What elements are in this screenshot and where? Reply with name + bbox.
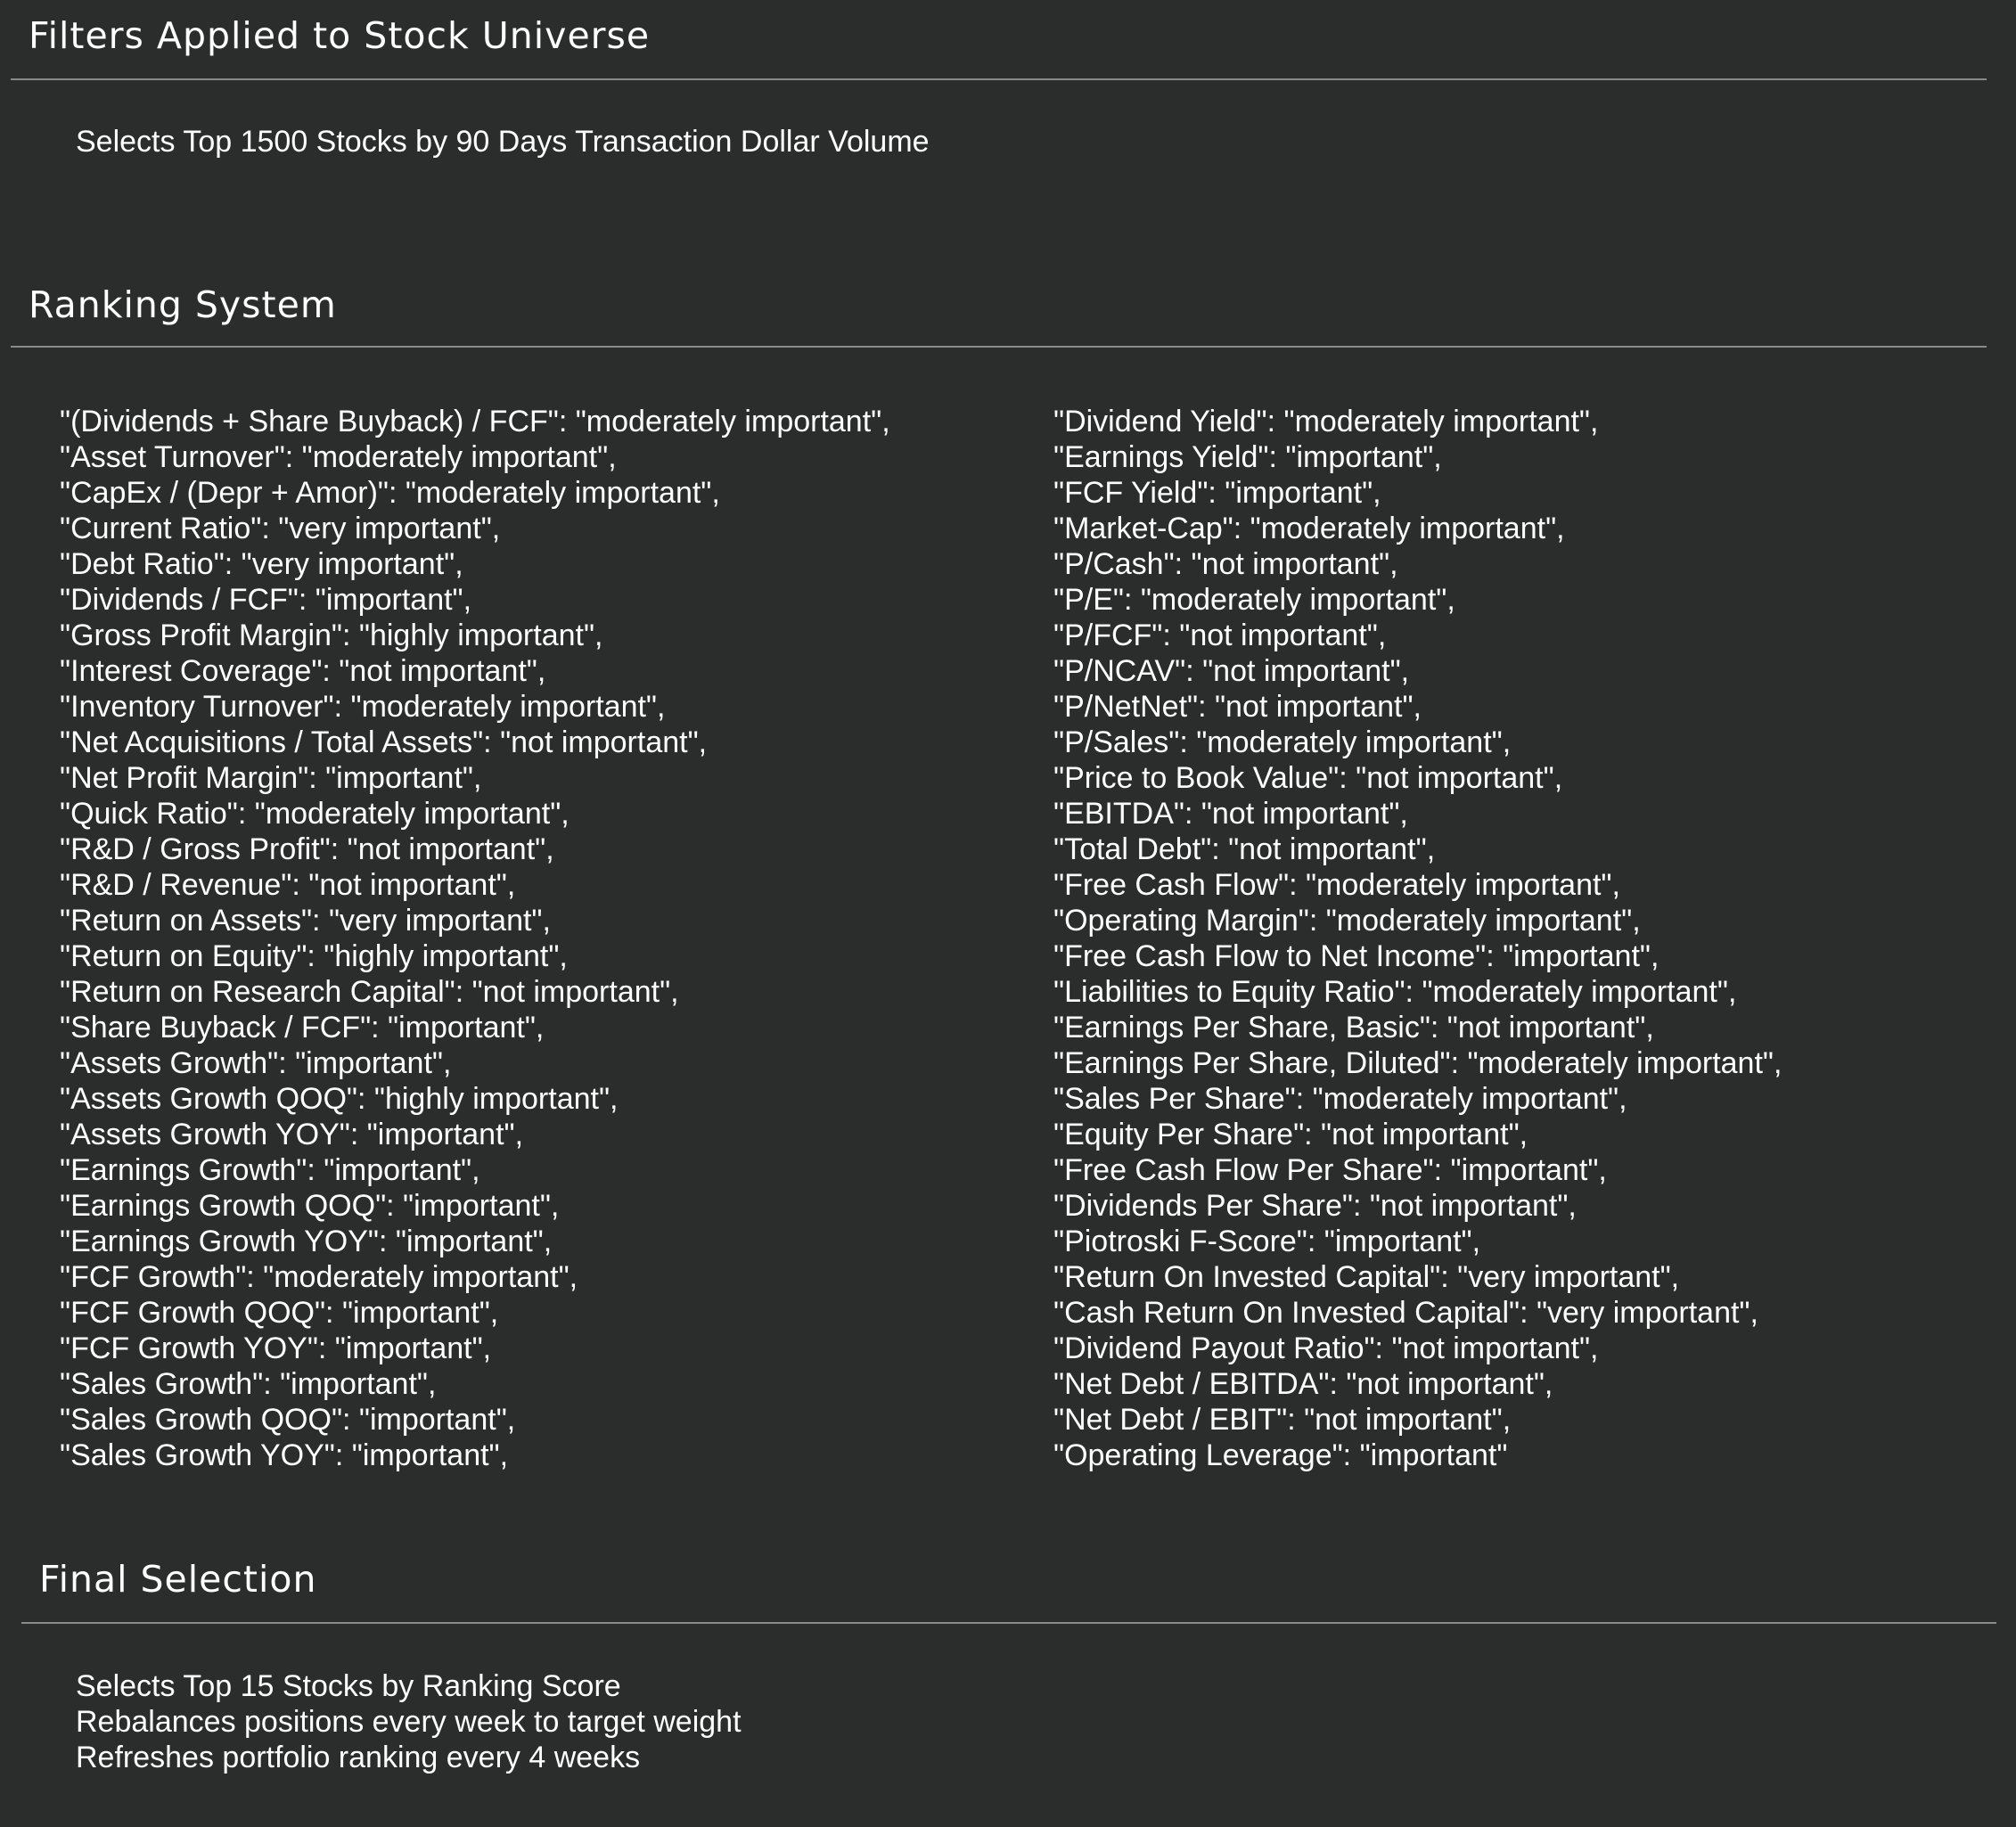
ranking-factor-line: "Total Debt": "not important", [1053,832,1436,866]
ranking-factor-line: "Interest Coverage": "not important", [60,654,546,688]
ranking-divider [11,346,1987,348]
ranking-factors-right-column [1053,404,1782,1473]
ranking-factor-line: "Sales Per Share": "moderately important", [1053,1082,1627,1116]
ranking-factor-line: "Assets Growth": "important", [60,1046,452,1080]
ranking-factor-line: "(Dividends + Share Buyback) / FCF": "moderately important", [60,405,890,438]
ranking-factor-line: "Earnings Per Share, Basic": "not important", [1053,1011,1654,1045]
final-divider [21,1622,1996,1624]
filters-line: Selects Top 1500 Stocks by 90 Days Transaction Dollar Volume [76,125,930,159]
ranking-factor-line: "Earnings Growth": "important", [60,1153,480,1187]
ranking-factor-line: "P/FCF": "not important", [1053,619,1387,652]
filters-section-title: Filters Applied to Stock Universe [29,14,651,57]
ranking-factor-line: "FCF Growth YOY": "important", [60,1331,492,1365]
ranking-factor-line: "CapEx / (Depr + Amor)": "moderately important", [60,476,720,510]
ranking-factor-line: "Liabilities to Equity Ratio": "moderately important", [1053,975,1737,1009]
ranking-factor-line: "EBITDA": "not important", [1053,797,1408,831]
ranking-factor-line: "Net Debt / EBITDA": "not important", [1053,1367,1553,1401]
ranking-factor-line: "Operating Leverage": "important" [1053,1438,1508,1472]
ranking-factor-line: "Free Cash Flow to Net Income": "important", [1053,939,1660,973]
ranking-factors-left-column [60,404,890,1473]
ranking-factor-line: "Dividends Per Share": "not important", [1053,1189,1577,1223]
final-line: Selects Top 15 Stocks by Ranking Score [76,1669,621,1703]
ranking-factor-line: "R&D / Revenue": "not important", [60,868,516,902]
ranking-factor-line: "FCF Growth": "moderately important", [60,1260,578,1294]
ranking-factor-line: "Sales Growth": "important", [60,1367,437,1401]
ranking-factor-line: "Market-Cap": "moderately important", [1053,512,1565,545]
ranking-factor-line: "Return on Assets": "very important", [60,904,551,938]
ranking-factor-line: "FCF Yield": "important", [1053,476,1381,510]
ranking-factor-line: "Earnings Per Share, Diluted": "moderately important", [1053,1046,1782,1080]
final-line: Refreshes portfolio ranking every 4 weeks [76,1741,641,1774]
ranking-factor-line: "Assets Growth QOQ": "highly important", [60,1082,619,1116]
ranking-factor-line: "Operating Margin": "moderately important", [1053,904,1641,938]
ranking-factor-line: "Quick Ratio": "moderately important", [60,797,570,831]
ranking-factor-line: "Current Ratio": "very important", [60,512,501,545]
ranking-factor-line: "Dividend Payout Ratio": "not important", [1053,1331,1599,1365]
ranking-factor-line: "P/NCAV": "not important", [1053,654,1410,688]
ranking-factor-line: "Dividends / FCF": "important", [60,583,472,617]
ranking-factor-line: "Sales Growth YOY": "important", [60,1438,509,1472]
ranking-factor-line: "Return On Invested Capital": "very important", [1053,1260,1680,1294]
final-selection-lines [76,1668,742,1775]
ranking-factor-line: "Net Debt / EBIT": "not important", [1053,1403,1512,1437]
ranking-factor-line: "Return on Equity": "highly important", [60,939,568,973]
ranking-factor-line: "R&D / Gross Profit": "not important", [60,832,554,866]
ranking-factor-line: "Piotroski F-Score": "important", [1053,1225,1481,1258]
ranking-factor-line: "FCF Growth QOQ": "important", [60,1296,499,1330]
ranking-factor-line: "Price to Book Value": "not important", [1053,761,1563,795]
final-line: Rebalances positions every week to target weight [76,1705,742,1739]
ranking-factor-line: "Dividend Yield": "moderately important", [1053,405,1599,438]
ranking-factor-line: "Earnings Yield": "important", [1053,440,1442,474]
ranking-factor-line: "Free Cash Flow": "moderately important", [1053,868,1620,902]
ranking-factor-line: "Net Profit Margin": "important", [60,761,482,795]
ranking-section-title: Ranking System [29,283,337,326]
ranking-factor-line: "Sales Growth QOQ": "important", [60,1403,516,1437]
ranking-factor-line: "Gross Profit Margin": "highly important", [60,619,603,652]
ranking-factor-line: "Return on Research Capital": "not important", [60,975,679,1009]
ranking-factor-line: "Earnings Growth QOQ": "important", [60,1189,560,1223]
ranking-factor-line: "Cash Return On Invested Capital": "very important", [1053,1296,1758,1330]
ranking-factor-line: "Equity Per Share": "not important", [1053,1118,1528,1151]
ranking-factor-line: "P/Cash": "not important", [1053,547,1398,581]
ranking-factor-line: "Earnings Growth YOY": "important", [60,1225,553,1258]
filters-divider [11,78,1987,80]
final-section-title: Final Selection [39,1558,317,1601]
ranking-factor-line: "P/NetNet": "not important", [1053,690,1422,724]
ranking-factor-line: "Free Cash Flow Per Share": "important", [1053,1153,1607,1187]
ranking-factor-line: "Net Acquisitions / Total Assets": "not important", [60,725,708,759]
ranking-factor-line: "Inventory Turnover": "moderately important", [60,690,666,724]
ranking-factor-line: "Debt Ratio": "very important", [60,547,463,581]
ranking-factor-line: "Share Buyback / FCF": "important", [60,1011,545,1045]
ranking-factor-line: "Asset Turnover": "moderately important", [60,440,617,474]
ranking-factor-line: "P/E": "moderately important", [1053,583,1455,617]
ranking-factor-line: "P/Sales": "moderately important", [1053,725,1512,759]
ranking-factor-line: "Assets Growth YOY": "important", [60,1118,524,1151]
